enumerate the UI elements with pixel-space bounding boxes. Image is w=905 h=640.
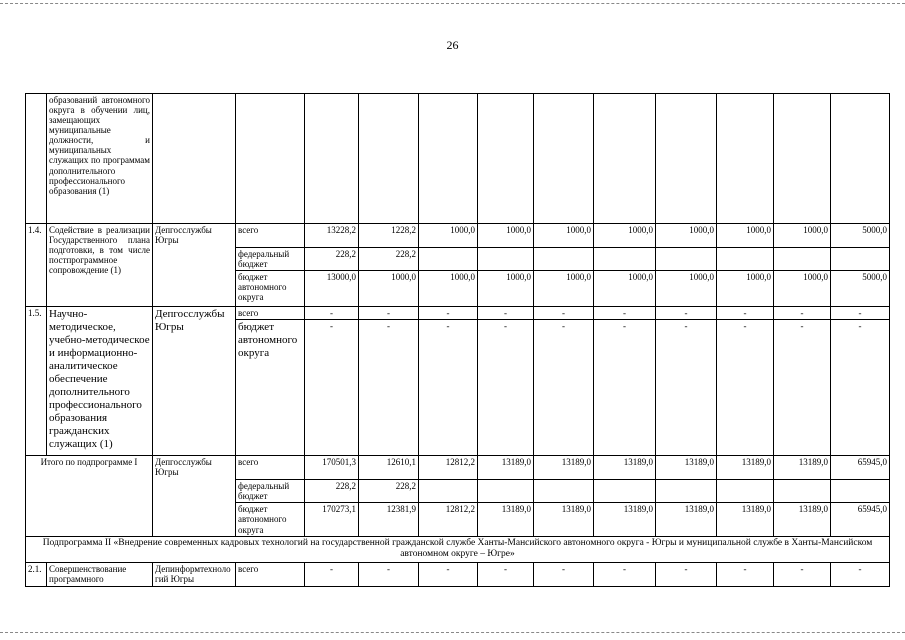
value-cell: - [774,563,831,586]
funding-source: федеральный бюджет [236,248,305,271]
value-cell: 13189,0 [478,456,534,480]
value-cell: 1000,0 [656,271,717,307]
value-cell [774,480,831,503]
value-cell [419,248,478,271]
value-cell: - [717,563,774,586]
funding-source: всего [236,224,305,248]
value-cell: 13189,0 [534,503,594,537]
page-bottom-edge [0,632,905,633]
executor: Депгосслужбы Югры [153,307,236,456]
value-cell: 170273,1 [305,503,359,537]
value-cell: - [831,563,890,586]
subprogram-heading: Подпрограмма II «Внедрение современных кадровых технологий на государственной гражданской службе Ханты-Мансийского автономного округа - Югры и муниципальной службе в Ханты-Мансийском автономном округе – Югре» [26,537,890,563]
funding-source: всего [236,456,305,480]
value-cell: 13228,2 [305,224,359,248]
value-cell: - [534,563,594,586]
funding-source: федеральный бюджет [236,480,305,503]
table-row-continuation [26,94,890,224]
table-row-1-5 [26,307,890,320]
value-cell [594,480,656,503]
funding-source: бюджет автономного округа [236,503,305,537]
value-cell: - [656,307,717,320]
value-cell: 13000,0 [305,271,359,307]
funding-source: всего [236,307,305,320]
value-cell: - [305,320,359,456]
value-cell: - [419,320,478,456]
value-cell: - [419,563,478,586]
value-cell: 13189,0 [774,456,831,480]
value-cell: 228,2 [359,480,419,503]
value-cell: - [717,320,774,456]
page-number: 26 [446,38,459,52]
value-cell: 12381,9 [359,503,419,537]
value-cell: - [534,320,594,456]
value-cell [534,248,594,271]
value-cell [594,248,656,271]
value-cell: 12812,2 [419,456,478,480]
value-cell: - [774,307,831,320]
value-cell: 5000,0 [831,224,890,248]
page-top-edge [0,3,905,4]
row-number: 1.4. [26,224,47,307]
value-cell: 65945,0 [831,456,890,480]
value-cell: - [774,320,831,456]
measure-name: Научно-методическое, учебно-методическое и информационно-аналитическое обеспечение дополнительного профессионального образования гражданских служащих (1) [47,307,153,456]
row-number: 2.1. [26,563,47,586]
value-cell [831,480,890,503]
total-label: Итого по подпрограмме I [26,456,153,537]
value-cell [774,248,831,271]
value-cell: 1000,0 [774,224,831,248]
value-cell [831,248,890,271]
measure-name: образований автономного округа в обучении лиц, замещающих муниципальные должности, и муниципальных служащих по программам дополнительного профессионального образования (1) [47,94,153,224]
value-cell [717,480,774,503]
value-cell: 65945,0 [831,503,890,537]
value-cell: 228,2 [305,248,359,271]
value-cell: 1000,0 [717,224,774,248]
value-cell [419,480,478,503]
value-cell: 13189,0 [717,503,774,537]
value-cell [656,480,717,503]
value-cell [656,248,717,271]
table-row-2-1 [26,563,890,586]
value-cell: 1000,0 [656,224,717,248]
value-cell: 1000,0 [359,271,419,307]
value-cell: 228,2 [305,480,359,503]
value-cell [534,480,594,503]
value-cell: 12812,2 [419,503,478,537]
table-row-total [26,456,890,480]
funding-source: бюджет автономного округа [236,271,305,307]
value-cell [717,248,774,271]
value-cell: 13189,0 [594,456,656,480]
table-row-1-4 [26,224,890,248]
value-cell: 13189,0 [656,456,717,480]
value-cell: 1000,0 [419,271,478,307]
value-cell: - [594,307,656,320]
value-cell: 1000,0 [594,224,656,248]
value-cell: 1000,0 [717,271,774,307]
measure-name: Совершенствование программного [47,563,153,586]
row-number: 1.5. [26,307,47,456]
value-cell: 5000,0 [831,271,890,307]
value-cell: - [359,563,419,586]
value-cell: 13189,0 [534,456,594,480]
value-cell: - [478,320,534,456]
value-cell: 12610,1 [359,456,419,480]
value-cell: - [305,563,359,586]
value-cell: 1000,0 [594,271,656,307]
funding-source: всего [236,563,305,586]
value-cell: 1000,0 [478,271,534,307]
table-row-subprogram [26,537,890,563]
program-table [25,93,890,587]
value-cell: - [359,307,419,320]
value-cell: 1000,0 [534,224,594,248]
value-cell: - [594,320,656,456]
value-cell: - [478,307,534,320]
value-cell: 1000,0 [419,224,478,248]
executor: Депинформтехнологий Югры [153,563,236,586]
value-cell: 13189,0 [478,503,534,537]
value-cell: 1000,0 [774,271,831,307]
funding-source: бюджет автономного округа [236,320,305,456]
value-cell: 1000,0 [534,271,594,307]
value-cell: - [656,563,717,586]
value-cell: - [656,320,717,456]
value-cell: 13189,0 [594,503,656,537]
value-cell: - [305,307,359,320]
executor: Депгосслужбы Югры [153,224,236,307]
value-cell: - [419,307,478,320]
value-cell [478,248,534,271]
value-cell: 1000,0 [478,224,534,248]
value-cell: 170501,3 [305,456,359,480]
value-cell: - [359,320,419,456]
value-cell: - [478,563,534,586]
value-cell: 13189,0 [774,503,831,537]
value-cell: 228,2 [359,248,419,271]
value-cell: 13189,0 [717,456,774,480]
value-cell: 13189,0 [656,503,717,537]
measure-name: Содействие в реализации Государственного плана подготовки, в том числе постпрограммное сопровождение (1) [47,224,153,307]
executor: Депгосслужбы Югры [153,456,236,537]
value-cell: - [831,320,890,456]
value-cell: - [717,307,774,320]
value-cell [478,480,534,503]
value-cell: - [534,307,594,320]
value-cell: - [831,307,890,320]
value-cell: 1228,2 [359,224,419,248]
value-cell: - [594,563,656,586]
